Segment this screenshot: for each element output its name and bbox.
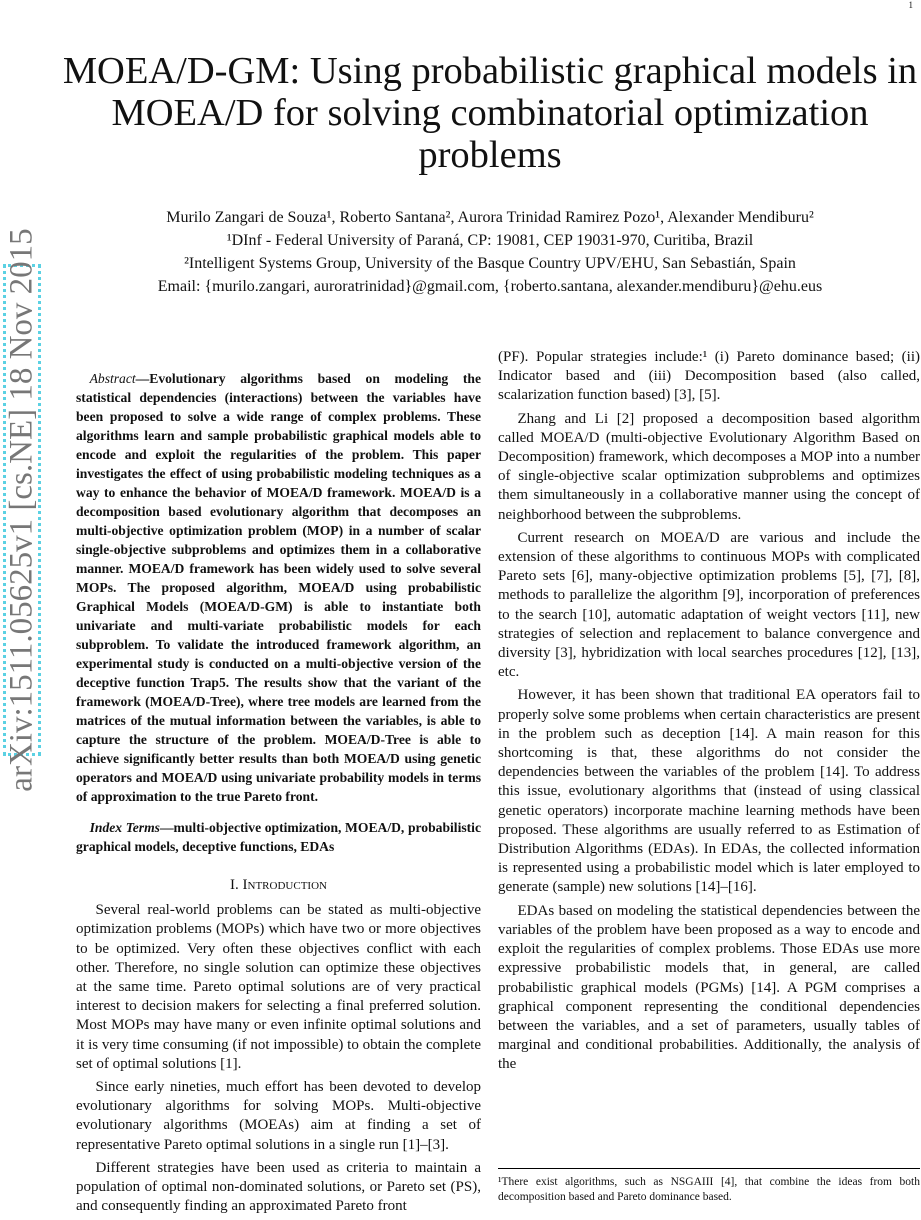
paragraph: (PF). Popular strategies include:¹ (i) Pareto dominance based; (ii) Indicator based and (iii) Decomposition based (also called, scalarization function based) [3], [5]. [498,349,920,404]
paper-title: MOEA/D-GM: Using probabilistic graphical models in MOEA/D for solving combinatorial optimization problems [62,50,918,176]
abstract-text: —Evolutionary algorithms based on modeling the statistical dependencies (interactions) between the variables have been proposed to solve a wide range of complex problems. These algorithms learn and sample probabilistic graphical models able to encode and exploit the regularities of the problem. This paper investigates the effect of using probabilistic modeling techniques as a way to enhance the behavior of MOEA/D framework. MOEA/D is a decomposition based evolutionary algorithm that decomposes an multi-objective optimization problem (MOP) in a number of scalar single-objective subproblems and optimizes them in a collaborative manner. MOEA/D framework has been widely used to solve several MOPs. The proposed algorithm, MOEA/D using probabilistic Graphical Models (MOEA/D-GM) is able to instantiate both univariate and multi-variate probabilistic models for each subproblem. To validate the introduced framework algorithm, an experimental study is conducted on a multi-objective version of the deceptive function Trap5. The results show that the variant of the framework (MOEA/D-Tree), where tree models are learned from the matrices of the mutual information between the variables, is able to capture the structure of the problem. MOEA/D-Tree is able to achieve significantly better results than both MOEA/D using genetic operators and MOEA/D using univariate probability models in terms of approximation to the true Pareto front. [76,371,481,804]
paragraph: Zhang and Li [2] proposed a decomposition based algorithm called MOEA/D (multi-objective Evolutionary Algorithm Based on Decomposition) framework, which decomposes a MOP into a number of single-objective scalar optimization subproblems and optimizes them simultaneously in a collaborative manner using the concept of neighborhood between the subproblems. [498,410,920,523]
affiliation-2: ²Intelligent Systems Group, University of the Basque Country UPV/EHU, San Sebastián, Spain [184,255,796,272]
author-block [40,206,921,298]
paragraph: Different strategies have been used as criteria to maintain a population of optimal non-dominated solutions, or Pareto set (PS), and consequently finding an approximated Pareto front [76,1159,481,1215]
email: Email: {murilo.zangari, auroratrinidad}@gmail.com, {roberto.santana, alexander.mendiburu}@ehu.eus [157,278,823,295]
paragraph: Since early nineties, much effort has been devoted to develop evolutionary algorithms for solving MOPs. Multi-objective evolutionary algorithms (MOEAs) aim at finding a set of representative Pareto optimal solutions in a single run [1]–[3]. [76,1079,481,1153]
page-number: 1 [908,0,913,10]
affiliation-1: ¹DInf - Federal University of Paraná, CP: 19081, CEP 19031-970, Curitiba, Brazil [226,232,754,249]
paragraph: Several real-world problems can be stated as multi-objective optimization problems (MOPs) which have two or more objectives to be optimized. Very often these objectives conflict with each other. Therefore, no single solution can optimize these objectives at the same time. Pareto optimal solutions are of very practical interest to decision makers for selecting a final preferred solution. Most MOPs may have many or even infinite optimal solutions and it is very time consuming (if not impossible) to obtain the complete set of optimal solutions [1]. [76,902,481,1072]
index-terms-text: —multi-objective optimization, MOEA/D, probabilistic graphical models, deceptive functions, EDAs [76,820,481,854]
left-column [76,369,481,1220]
paragraph: However, it has been shown that traditional EA operators fail to properly solve some problems when certain characteristics are present in the problem such as deception [14]. A main reason for this shortcoming is that, these algorithms do not consider the dependencies between the variables of the problem [14]. To address this issue, evolutionary algorithms that (instead of using classical genetic operators) incorporate machine learning methods have been proposed. These algorithms are usually referred to as Estimation of Distribution Algorithms (EDAs). In EDAs, the collected information is represented using a probabilistic model which is later employed to generate (sample) new solutions [14]–[16]. [498,687,920,896]
authors: Murilo Zangari de Souza¹, Roberto Santana², Aurora Trinidad Ramirez Pozo¹, Alexander Mendiburu² [166,209,814,226]
paragraph: EDAs based on modeling the statistical dependencies between the variables of the problem have been proposed as a way to encode and exploit the regularities of complex problems. Those EDAs use more expressive probabilistic models that, in general, are called probabilistic graphical models (PGMs) [14]. A PGM comprises a graphical component representing the conditional dependencies between the variables, and a set of parameters, usually tables of marginal and conditional probabilities. Additionally, the analysis of the [498,902,920,1073]
index-terms [76,818,481,856]
index-terms-label: Index Terms [89,820,160,835]
paragraph: Current research on MOEA/D are various and include the extension of these algorithms to continuous MOPs with complicated Pareto sets [6], many-objective optimization problems [5], [7], [8], methods to parallelize the algorithm [9], incorporation of preferences to the search [10], automatic adaptation of weight vectors [11], new strategies of selection and replacement to balance convergence and diversity [3], hybridization with local searches procedures [12], [13], etc. [498,529,920,681]
abstract-label: Abstract [89,371,136,386]
abstract [76,369,481,806]
section-heading: I. Introduction [230,877,327,893]
arxiv-id: arXiv:1511.05625v1 [cs.NE] 18 Nov 2015 [3,228,40,792]
right-column [498,348,920,1079]
footnote: ¹There exist algorithms, such as NSGAIII [4], that combine the ideas from both decomposition based and Pareto dominance based. [498,1168,920,1205]
arxiv-stamp [3,228,41,792]
